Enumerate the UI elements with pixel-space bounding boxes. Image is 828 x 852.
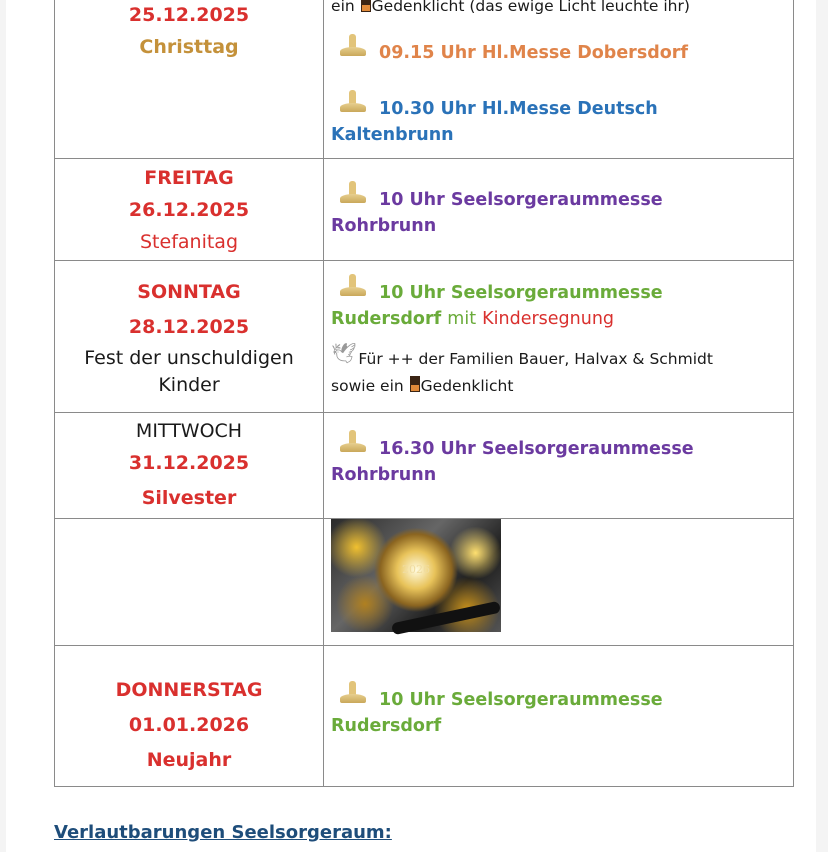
church-icon xyxy=(339,181,367,203)
date: 28.12.2025 xyxy=(128,315,250,338)
feast-name: Christtag xyxy=(139,36,239,58)
feast-name: Silvester xyxy=(141,487,237,509)
day-cell xyxy=(55,0,324,159)
image-cell xyxy=(324,519,794,646)
empty-day-cell xyxy=(55,519,324,646)
church-icon xyxy=(339,90,367,112)
dove-icon: 🕊 xyxy=(331,340,357,365)
weekday: DONNERSTAG xyxy=(115,678,263,701)
day-cell xyxy=(55,646,324,787)
table-row xyxy=(55,413,794,519)
candle-icon xyxy=(410,376,420,392)
day-cell xyxy=(55,159,324,261)
announcements-heading[interactable]: Verlautbarungen Seelsorgeraum: xyxy=(54,822,392,843)
mass-intention: 🕊 Für ++ der Familien Bauer, Halvax & Schmidt sowie ein Gedenklicht xyxy=(331,340,713,395)
event-mass-rohrbrunn: 16.30 Uhr Seelsorgeraummesse Rohrbrunn xyxy=(331,430,793,488)
table-row xyxy=(55,646,794,787)
weekday: FREITAG xyxy=(144,167,234,189)
document-page xyxy=(6,0,816,852)
events-cell xyxy=(324,159,794,261)
new-year-2026-image: 2026 xyxy=(331,519,501,632)
date: 01.01.2026 xyxy=(128,713,250,736)
church-icon xyxy=(339,430,367,452)
date: 31.12.2025 xyxy=(128,452,250,474)
event-mass-deutsch-kaltenbrunn: 10.30 Uhr Hl.Messe Deutsch Kaltenbrunn xyxy=(331,90,793,148)
events-cell xyxy=(324,261,794,413)
candle-icon xyxy=(361,0,371,12)
date: 26.12.2025 xyxy=(128,199,250,221)
church-icon xyxy=(339,274,367,296)
weekday: MITTWOCH xyxy=(135,420,243,442)
event-mass-rudersdorf: 10 Uhr Seelsorgeraummesse Rudersdorf xyxy=(331,681,793,739)
events-cell xyxy=(324,0,794,159)
table-row xyxy=(55,159,794,261)
day-cell xyxy=(55,261,324,413)
feast-name: Neujahr xyxy=(146,748,232,771)
feast-name: Fest der unschuldigen Kinder xyxy=(84,346,294,396)
weekday: SONNTAG xyxy=(137,280,241,303)
memorial-note: ein Gedenklicht (das ewige Licht leuchte ihr) xyxy=(331,0,793,20)
church-icon xyxy=(339,681,367,703)
table-row xyxy=(55,261,794,413)
table-row xyxy=(55,0,794,159)
feast-name: Stefanitag xyxy=(140,231,239,253)
events-cell xyxy=(324,413,794,519)
event-mass-rohrbrunn: 10 Uhr Seelsorgeraummesse Rohrbrunn xyxy=(331,181,793,239)
date: 25.12.2025 xyxy=(128,4,250,26)
schedule-table xyxy=(54,0,794,787)
event-mass-dobersdorf: 09.15 Uhr Hl.Messe Dobersdorf xyxy=(331,34,793,66)
church-icon xyxy=(339,34,367,56)
table-row xyxy=(55,519,794,646)
events-cell xyxy=(324,646,794,787)
day-cell xyxy=(55,413,324,519)
event-mass-rudersdorf: 10 Uhr Seelsorgeraummesse Rudersdorf mit Kindersegnung xyxy=(331,274,793,332)
